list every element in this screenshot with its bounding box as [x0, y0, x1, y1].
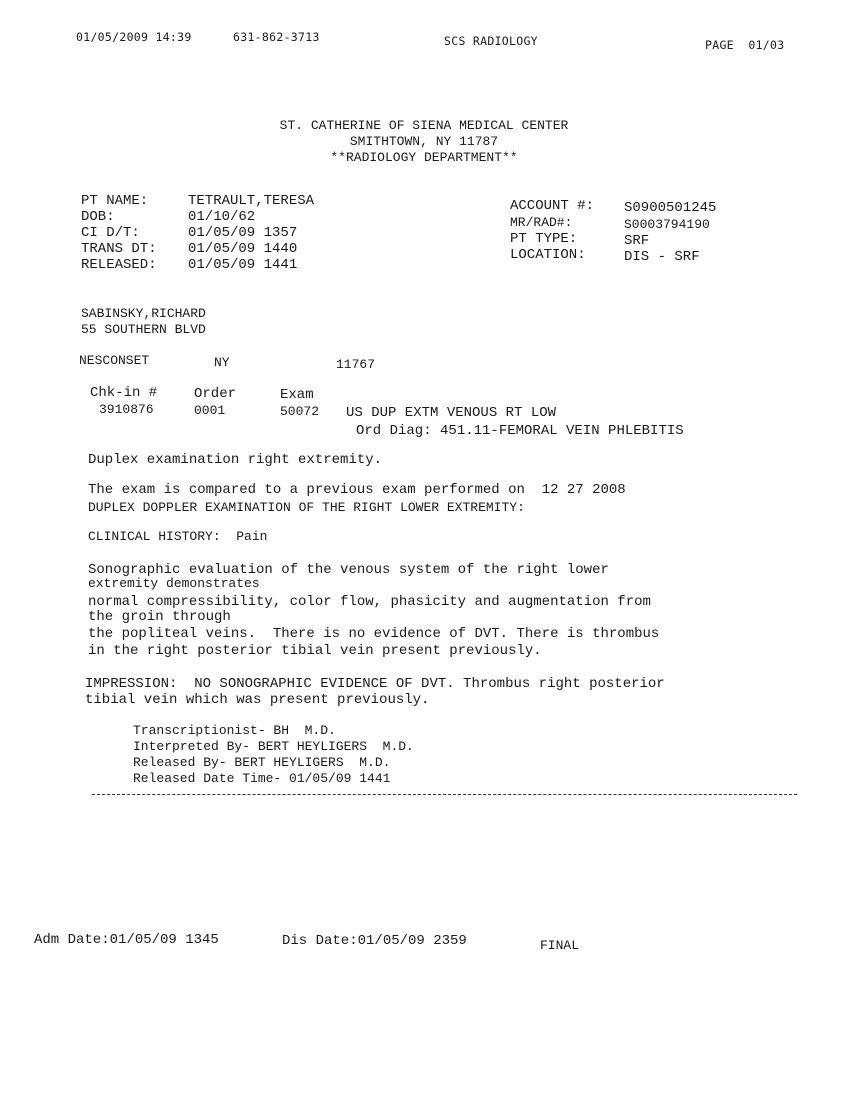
comparison-line-1: The exam is compared to a previous exam performed on 12 27 2008: [88, 482, 626, 498]
findings-line-3: normal compressibility, color flow, phasicity and augmentation from: [88, 594, 651, 610]
findings-line-4: the groin through: [88, 609, 231, 625]
transcriptionist: Transcriptionist- BH M.D.: [133, 723, 336, 738]
findings-line-6: in the right posterior tibial vein present previously.: [88, 643, 542, 659]
order-number: 0001: [194, 403, 226, 418]
fax-datetime: 01/05/2009 14:39: [76, 30, 192, 44]
exam-code: 50072: [280, 404, 320, 419]
impression-line-2: tibial vein which was present previously.: [85, 692, 430, 708]
checkin-header: Chk-in #: [90, 385, 158, 401]
facility-name: ST. CATHERINE OF SIENA MEDICAL CENTER: [279, 118, 569, 133]
exam-description: US DUP EXTM VENOUS RT LOW: [346, 405, 557, 421]
fax-phone: 631-862-3713: [233, 30, 320, 44]
account-value: S0900501245: [624, 200, 717, 216]
findings-line-5: the popliteal veins. There is no evidence of DVT. There is thrombus: [88, 626, 660, 642]
patient-name-value: TETRAULT,TERESA: [188, 193, 315, 209]
report-title: Duplex examination right extremity.: [88, 452, 383, 468]
fax-sender: SCS RADIOLOGY: [444, 34, 538, 48]
patient-name-label: PT NAME:: [81, 193, 149, 209]
checkin-number: 3910876: [99, 402, 154, 417]
dob-label: DOB:: [81, 209, 115, 225]
ordering-diagnosis: Ord Diag: 451.11-FEMORAL VEIN PHLEBITIS: [356, 423, 684, 439]
fax-page-number: PAGE 01/03: [705, 38, 785, 52]
admission-date: Adm Date:01/05/09 1345: [34, 932, 219, 948]
report-status: FINAL: [540, 938, 580, 953]
discharge-date: Dis Date:01/05/09 2359: [282, 933, 467, 949]
interpreted-by: Interpreted By- BERT HEYLIGERS M.D.: [133, 739, 414, 754]
findings-line-1: Sonographic evaluation of the venous system of the right lower: [88, 562, 609, 578]
order-header: Order: [194, 386, 237, 402]
findings-line-2: extremity demonstrates: [88, 576, 260, 591]
account-label: ACCOUNT #:: [510, 198, 595, 214]
mr-rad-value: S0003794190: [624, 217, 710, 232]
released-by: Released By- BERT HEYLIGERS M.D.: [133, 755, 391, 770]
released-date-time: Released Date Time- 01/05/09 1441: [133, 771, 391, 786]
physician-city: NESCONSET: [79, 353, 150, 368]
released-value: 01/05/09 1441: [188, 257, 298, 273]
ci-dt-label: CI D/T:: [81, 225, 140, 241]
facility-city: SMITHTOWN, NY 11787: [349, 134, 499, 149]
pt-type-value: SRF: [624, 233, 650, 249]
trans-dt-value: 01/05/09 1440: [188, 241, 298, 257]
department-title: **RADIOLOGY DEPARTMENT**: [330, 150, 518, 165]
location-value: DIS - SRF: [624, 249, 700, 265]
location-label: LOCATION:: [510, 247, 586, 263]
comparison-line-2: DUPLEX DOPPLER EXAMINATION OF THE RIGHT LOWER EXTREMITY:: [88, 500, 525, 515]
trans-dt-label: TRANS DT:: [81, 241, 157, 257]
pt-type-label: PT TYPE:: [510, 231, 578, 247]
mr-rad-label: MR/RAD#:: [510, 215, 573, 230]
exam-header: Exam: [280, 387, 314, 403]
dashed-divider: [92, 794, 797, 795]
ci-dt-value: 01/05/09 1357: [188, 225, 298, 241]
physician-street: 55 SOUTHERN BLVD: [81, 322, 206, 337]
impression-line-1: IMPRESSION: NO SONOGRAPHIC EVIDENCE OF DVT. Thrombus right posterior: [85, 676, 665, 692]
physician-state: NY: [214, 355, 230, 370]
physician-zip: 11767: [336, 357, 376, 372]
dob-value: 01/10/62: [188, 209, 256, 225]
released-label: RELEASED:: [81, 257, 157, 273]
physician-name: SABINSKY,RICHARD: [81, 306, 206, 321]
clinical-history: CLINICAL HISTORY: Pain: [88, 529, 268, 544]
